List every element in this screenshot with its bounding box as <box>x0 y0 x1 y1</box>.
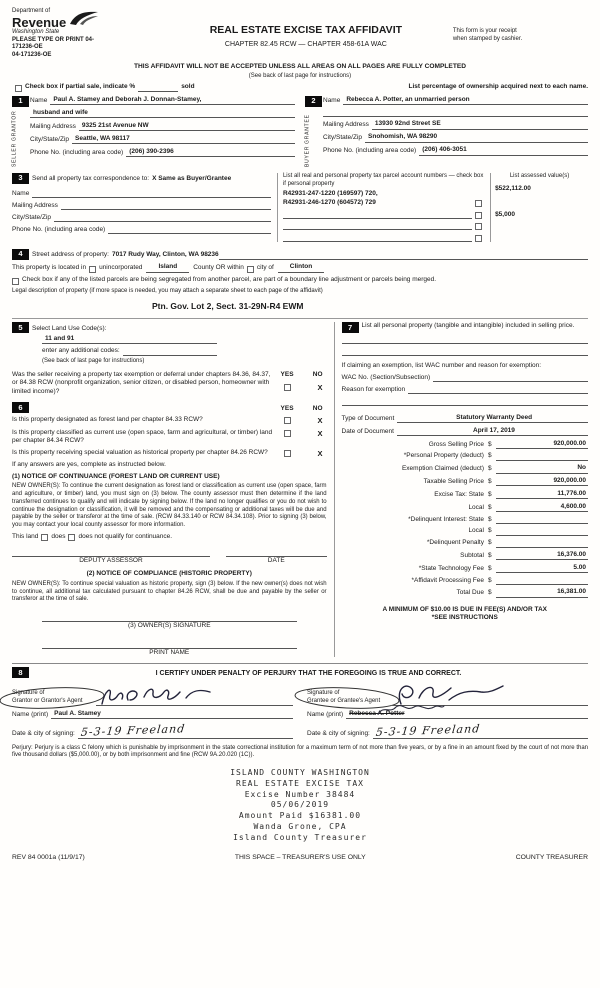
minimum-due-note: A MINIMUM OF $10.00 IS DUE IN FEE(S) AND/OR TAX <box>382 605 547 613</box>
deputy-assessor-sig-line <box>12 547 210 557</box>
current-use-question: Is this property classified as current use (open space, farm and agricultural, or timber) land per chapter 84.34 RCW? <box>12 428 273 445</box>
county-value: Island <box>146 263 189 272</box>
section-5-badge: 5 <box>12 322 29 333</box>
fee-row-gross-selling-price: Gross Selling Price $ 920,000.00 <box>428 439 586 448</box>
corr-name-label: Name <box>12 189 30 197</box>
section-6-badge: 6 <box>12 402 29 413</box>
corr-csz-label: City/State/Zip <box>12 213 52 221</box>
buyer-mailing-label: Mailing Address <box>323 121 369 129</box>
section-3-correspondence <box>12 173 588 242</box>
forest-land-question: Is this property designated as forest land per chapter 84.33 RCW? <box>12 415 203 423</box>
page-footer <box>12 854 588 863</box>
grantor-signature <box>98 684 248 710</box>
notice-compliance-body: NEW OWNER(S): To continue special valuation as historic property, sign (3) below. If the new owner(s) does not wish to continue, all additional tax calculated pursuant to chapter 84.26 RCW, shall be due and payable by the seller or transferor at the time of sale. <box>12 580 327 603</box>
wac-blank <box>433 374 588 382</box>
stamp-line-excise-number: Excise Number 38484 <box>244 789 356 799</box>
parcel-2-personal-checkbox <box>475 200 482 207</box>
grantee-date-city-label: Date & city of signing: <box>307 730 370 738</box>
parcel-number-2: R42931-246-1270 (604572) 729 <box>282 198 376 206</box>
deferral-question: Was the seller receiving a property tax exemption or deferral under chapters 84.36, 84.37, or 84.38 RCW (nonprofit organization, senior citizen, or disabled person, homeowner with limited income)? <box>12 370 271 395</box>
fee-table <box>342 440 588 598</box>
city-of-label: city of <box>256 264 274 272</box>
same-as-buyer-value: X Same as Buyer/Grantee <box>152 175 232 183</box>
see-back-note: (See back of last page for instructions) <box>248 72 352 79</box>
deferral-no-mark: X <box>317 383 323 393</box>
parcel-blank-row <box>283 222 472 230</box>
land-use-value: 11 and 91 <box>42 335 217 344</box>
seller-section <box>12 96 295 167</box>
seller-csz-label: City/State/Zip <box>30 135 70 143</box>
section-4-property <box>12 249 588 312</box>
fee-row-affidavit-processing-fee: *Affidavit Processing Fee $ <box>342 577 588 585</box>
grantee-date-city-handwriting: 5-3-19 Freeland <box>375 722 481 739</box>
type-of-document-value: Statutory Warranty Deed <box>397 414 588 423</box>
fee-row-taxable-selling-price: Taxable Selling Price $ 920,000.00 <box>423 477 586 486</box>
seller-mailing-value: 9325 21st Avenue NW <box>79 122 295 131</box>
assessed-value-2: $5,000 <box>495 211 515 219</box>
street-address-value: 7017 Rudy Way, Clinton, WA 98236 <box>111 251 219 259</box>
current-use-no-mark: X <box>317 428 323 438</box>
grantee-sig-label-2: Grantee or Grantee's Agent <box>307 698 381 705</box>
dor-logo-block <box>12 8 159 60</box>
partial-sale-checkbox <box>15 85 22 92</box>
section-3-badge: 3 <box>12 173 29 184</box>
date-of-document-label: Date of Document <box>341 427 394 435</box>
see-instructions-note: *SEE INSTRUCTIONS <box>431 614 498 622</box>
date-of-document-value: April 17, 2019 <box>397 427 588 436</box>
type-or-print-note: PLEASE TYPE OR PRINT 04- <box>12 36 95 43</box>
grantor-date-city-line <box>78 722 293 739</box>
grantee-sig-label-1: Signature of <box>307 690 340 697</box>
buyer-name-value: Rebecca A. Potter, an unmarried person <box>343 96 588 105</box>
parcel-blank-checkbox <box>475 223 482 230</box>
personal-property-label: List all personal property (tangible and intangible) included in selling price. <box>361 321 575 329</box>
section5-see-back: (See back of last page for instructions) <box>42 357 145 364</box>
corr-phone-label: Phone No. (including area code) <box>12 225 106 233</box>
city-checkbox <box>247 266 254 273</box>
fee-row-exemption-claimed: Exemption Claimed (deduct) $ No <box>401 464 586 473</box>
ownership-percentage-note: List percentage of ownership acquired next to each name. <box>408 83 588 91</box>
seller-csz-value: Seattle, WA 98117 <box>72 135 295 144</box>
grantee-date-city-line <box>373 722 588 739</box>
grantor-sig-label-2: Grantor or Grantor's Agent <box>12 698 83 705</box>
reason-label: Reason for exemption <box>341 385 406 393</box>
additional-codes-label: enter any additional codes: <box>42 347 120 355</box>
fee-row-excise-local: Local $ 4,600.00 <box>468 502 586 511</box>
historical-question: Is this property receiving special valuation as historical property per chapter 84.26 RCW? <box>12 448 268 456</box>
form-chapter-line: CHAPTER 82.45 RCW — CHAPTER 458-61A WAC <box>224 40 387 48</box>
footer-rev-number: REV 84 0001a (11/9/17) <box>12 853 85 861</box>
fee-row-total-due: Total Due $ 16,381.00 <box>456 588 586 597</box>
fee-row-state-technology-fee: *State Technology Fee $ 5.00 <box>418 563 586 572</box>
section-4-badge: 4 <box>12 249 29 260</box>
qualify-pre-label: This land <box>12 533 39 541</box>
form-header <box>12 8 588 60</box>
does-not-label: does not qualify for continuance. <box>78 533 173 541</box>
stamp-line-tax: REAL ESTATE EXCISE TAX <box>236 778 364 788</box>
section-8-badge: 8 <box>12 667 29 678</box>
personal-property-blank-1 <box>342 336 588 344</box>
no-header: NO <box>312 404 323 412</box>
seller-grantor-side-label: SELLER GRANTOR <box>11 110 18 167</box>
section-1-badge: 1 <box>12 96 29 107</box>
located-in-label: This property is located in <box>12 264 87 272</box>
notice-continuance-title: (1) NOTICE OF CONTINUANCE (FOREST LAND OR CURRENT USE) <box>12 472 220 480</box>
parcel-numbers-header: List all real and personal property tax parcel account numbers — check box if personal property <box>282 172 484 187</box>
yes-header: YES <box>280 370 294 378</box>
additional-codes-blank <box>123 348 217 356</box>
grantee-name-print-line <box>346 710 588 719</box>
assessed-values-header: List assessed value(s) <box>509 172 570 179</box>
fee-row-subtotal: Subtotal $ 16,376.00 <box>460 551 586 559</box>
correspondence-label: Send all property tax correspondence to: <box>32 175 150 183</box>
form-title: REAL ESTATE EXCISE TAX AFFIDAVIT <box>209 24 403 36</box>
parcel-number-1: R42931-247-1220 (169597) 720, <box>282 190 378 198</box>
deputy-assessor-label: DEPUTY ASSESSOR <box>79 556 143 564</box>
grantor-signature-line <box>96 682 293 706</box>
print-name-line <box>42 639 297 649</box>
section-7-column <box>335 322 588 657</box>
seller-name-value: Paul A. Stamey and Deborah J. Donnan-Stamey, <box>50 96 295 105</box>
parcel-blank-row <box>283 234 472 242</box>
perjury-statement: Perjury: Perjury is a class C felony which is punishable by imprisonment in the state correctional institution for a maximum term of not more than five years, or by a fine in an amount fixed by the court of not more than five thousand dollars ($5,000.00), or by both imprisonment and fine (RCW 9A.20.020 (1C)). <box>12 744 588 759</box>
section-2-badge: 2 <box>305 96 322 107</box>
land-use-label: Select Land Use Code(s): <box>32 324 107 332</box>
dept-line3: Washington State <box>12 28 60 35</box>
legal-description-value: Ptn. Gov. Lot 2, Sect. 31-29N-R4 EWM <box>152 300 304 311</box>
grantee-signature-block <box>307 682 588 738</box>
parcel-blank-checkbox <box>475 212 482 219</box>
fee-row-delinquent-interest-state: *Delinquent Interest: State $ <box>342 516 588 524</box>
seller-name-value-2: husband and wife <box>30 109 295 118</box>
assessed-value-1: $522,112.00 <box>495 184 531 192</box>
personal-property-blank-2 <box>342 348 588 356</box>
buyer-name-value-2 <box>323 109 588 117</box>
buyer-name-label: Name <box>323 96 341 104</box>
footer-treasurer-space: THIS SPACE – TREASURER'S USE ONLY <box>234 853 366 861</box>
corr-phone-blank <box>108 226 271 234</box>
corr-mailing-label: Mailing Address <box>12 201 58 209</box>
grantor-name-print-value: Paul A. Stamey <box>51 710 293 719</box>
seller-phone-label: Phone No. (including area code) <box>30 148 124 156</box>
type-of-document-label: Type of Document <box>341 414 395 422</box>
street-address-label: Street address of property: <box>32 251 109 259</box>
stamp-line-treasurer: Island County Treasurer <box>233 832 367 842</box>
print-name-label: PRINT NAME <box>149 648 190 656</box>
sections-5-6-column <box>12 322 335 657</box>
partial-sale-row <box>12 83 588 91</box>
notice-compliance-title: (2) NOTICE OF COMPLIANCE (HISTORIC PROPERTY) <box>86 570 252 578</box>
seller-name-label: Name <box>30 96 48 104</box>
if-yes-note: If any answers are yes, complete as instructed below. <box>12 461 166 469</box>
stamp-line-amount-paid: Amount Paid $16381.00 <box>238 811 362 821</box>
fee-row-delinquent-penalty: *Delinquent Penalty $ <box>342 539 588 547</box>
grantor-signature-block <box>12 682 293 738</box>
yes-header: YES <box>280 404 294 412</box>
city-value: Clinton <box>278 263 324 272</box>
grantee-handwritten-correction <box>376 702 446 718</box>
section-8-certification <box>12 663 588 738</box>
segregated-label: Check box if any of the listed parcels are being segregated from another parcel, are part of a boundary line adjustment or parcels being merged. <box>22 276 437 284</box>
legal-description-label: Legal description of property (if more space is needed, you may attach a separate sheet to each page of the affidavit) <box>12 288 323 295</box>
does-label: does <box>51 533 66 541</box>
buyer-phone-value: (206) 406-3051 <box>419 146 588 155</box>
historical-no-mark: X <box>317 448 323 458</box>
section-7-badge: 7 <box>342 322 359 333</box>
does-not-checkbox <box>68 534 75 541</box>
grantee-name-print-label: Name (print) <box>307 710 344 718</box>
buyer-mailing-value: 13930 92nd Street SE <box>372 120 588 129</box>
buyer-grantee-side-label: BUYER GRANTEE <box>304 113 311 167</box>
doc-number-2: 04-171236-OE <box>12 52 52 59</box>
grantor-name-print-label: Name (print) <box>12 710 49 718</box>
reason-blank-2 <box>342 398 588 406</box>
certify-statement: I CERTIFY UNDER PENALTY OF PERJURY THAT THE FOREGOING IS TRUE AND CORRECT. <box>155 669 462 677</box>
forest-yes-checkbox <box>284 417 291 424</box>
grantee-name-print-value: Rebecca A. Potter <box>349 709 405 717</box>
fee-row-personal-property: *Personal Property (deduct) $ <box>342 452 588 460</box>
sold-label: sold <box>181 83 195 91</box>
buyer-phone-label: Phone No. (including area code) <box>323 147 417 155</box>
notice-continuance-body: NEW OWNER(S): To continue the current designation as forest land or classification as current use (open space, farm and agriculture, or timber) land, you must sign on (3) below. The county assessor must then determine if the land transferred continues to qualify and will indicate by signing below. If the land no longer qualifies or you do not wish to continue the designation or classification, it will be removed and the compensating or additional taxes will be due and payable by the seller or transferor at the time of sale. (RCW 84.33.140 or RCW 84.34.108). Prior to signing (3) below, you may contact your local county assessor for more information. <box>12 483 327 529</box>
segregated-checkbox <box>12 278 19 285</box>
buyer-csz-value: Snohomish, WA 98290 <box>365 133 588 142</box>
reason-blank <box>408 386 588 394</box>
stamp-line-county: ISLAND COUNTY WASHINGTON <box>230 768 370 778</box>
seller-mailing-label: Mailing Address <box>30 122 76 130</box>
buyer-section <box>305 96 588 167</box>
receipt-note: This form is your receipt when stamped by cashier. <box>452 28 523 42</box>
fee-row-excise-state: Excise Tax: State $ 11,776.00 <box>434 489 586 498</box>
does-checkbox <box>41 534 48 541</box>
fee-row-delinquent-interest-local: Local $ <box>342 527 588 535</box>
seller-phone-value: (206) 390-2396 <box>126 148 295 157</box>
dor-swoosh-icon <box>69 10 99 26</box>
wac-label: WAC No. (Section/Subsection) <box>341 373 431 381</box>
partial-sale-percent-blank <box>138 84 178 92</box>
exemption-label: If claiming an exemption, list WAC number and reason for exemption: <box>341 361 542 369</box>
parcel-blank-row <box>283 211 472 219</box>
unincorporated-checkbox <box>89 266 96 273</box>
deputy-date-line <box>226 547 327 557</box>
stamp-line-cashier: Wanda Grone, CPA <box>253 822 347 832</box>
corr-mailing-blank <box>61 202 271 210</box>
grantor-date-city-label: Date & city of signing: <box>12 730 75 738</box>
completion-warning: THIS AFFIDAVIT WILL NOT BE ACCEPTED UNLESS ALL AREAS ON ALL PAGES ARE FULLY COMPLETED <box>133 62 467 70</box>
owners-signature-line <box>42 612 297 622</box>
deputy-date-label: DATE <box>267 556 285 564</box>
no-header: NO <box>312 370 323 378</box>
forest-no-mark: X <box>317 415 323 425</box>
parcel-blank-checkbox <box>475 235 482 242</box>
historical-yes-checkbox <box>284 450 291 457</box>
doc-number-1: 171236-OE <box>12 44 43 51</box>
footer-county-treasurer: COUNTY TREASURER <box>515 853 588 861</box>
deferral-yes-checkbox <box>284 384 291 391</box>
treasurer-stamp <box>12 768 588 844</box>
corr-csz-blank <box>54 214 271 222</box>
grantor-date-city-handwriting: 5-3-19 Freeland <box>80 722 186 739</box>
dept-line1: Department of <box>12 8 51 14</box>
buyer-csz-label: City/State/Zip <box>323 134 363 142</box>
corr-name-blank <box>32 190 271 198</box>
unincorporated-label: unincorporated <box>99 264 143 272</box>
current-use-yes-checkbox <box>284 430 291 437</box>
stamp-line-date: 05/06/2019 <box>270 800 330 810</box>
grantor-sig-label-1: Signature of <box>12 690 45 697</box>
county-or-label: County OR within <box>193 264 244 272</box>
dept-line2: Revenue <box>12 14 67 30</box>
owners-signature-label: (3) OWNER(S) SIGNATURE <box>127 622 211 630</box>
partial-sale-label: Check box if partial sale, indicate % <box>25 83 136 91</box>
